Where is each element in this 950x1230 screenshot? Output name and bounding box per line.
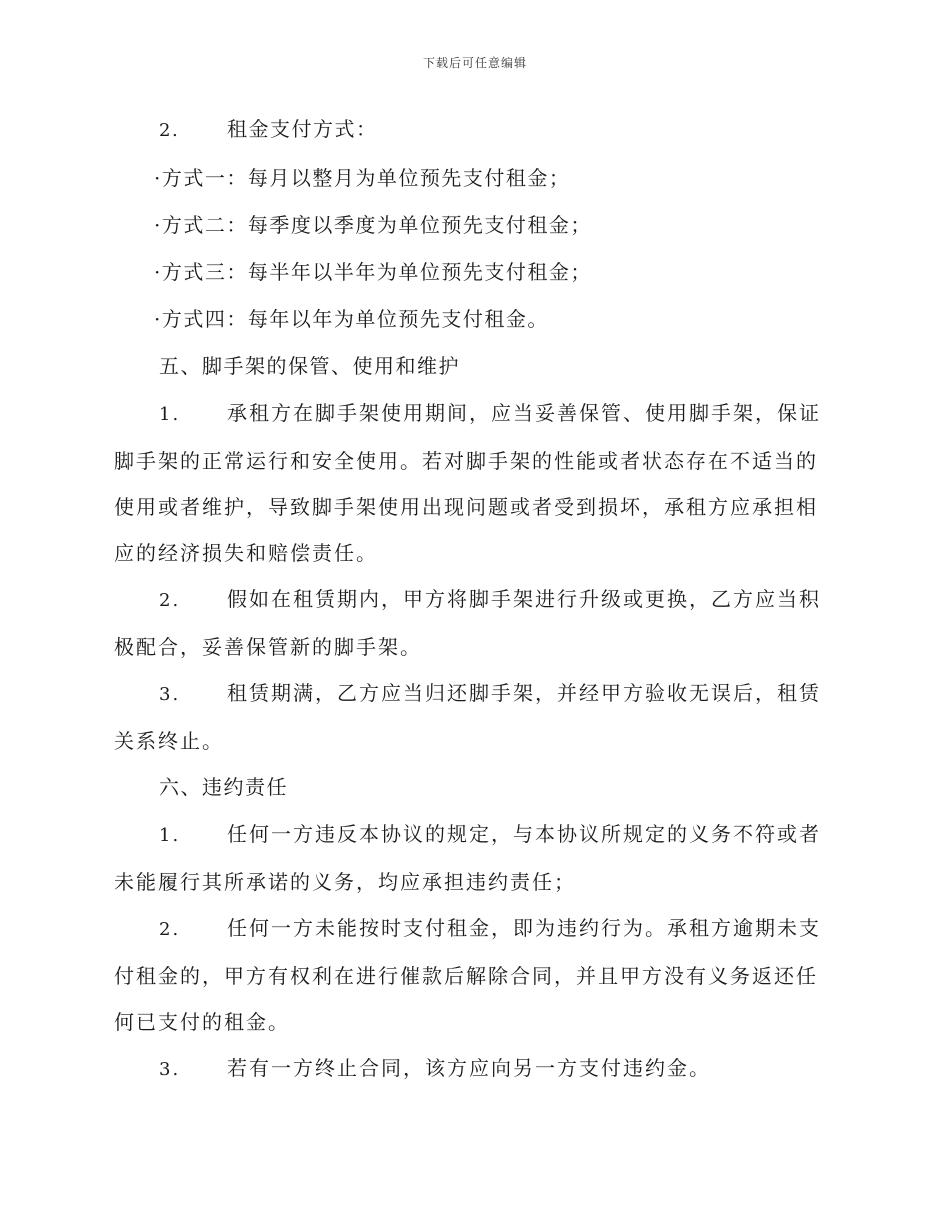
item-number: 3. <box>159 1059 181 1080</box>
item-number: 2. <box>159 590 181 611</box>
item-text: 任何一方未能按时支付租金，即为违约行为。承租方逾期未支付租金的，甲方有权利在进行催款后解除合同，并且甲方没有义务返还任何已支付的租金。 <box>114 916 821 1034</box>
item-number: 2. <box>159 120 180 141</box>
section-heading-maintenance: 五、脚手架的保管、使用和维护 <box>159 354 460 378</box>
item-number: 1. <box>159 825 181 846</box>
item-text: 若有一方终止合同，该方应向另一方支付违约金。 <box>227 1056 711 1080</box>
page-header-note: 下载后可任意编辑 <box>422 56 527 70</box>
item-number: 1. <box>159 404 181 425</box>
payment-option-1: ·方式一：每月以整月为单位预先支付租金； <box>154 166 571 190</box>
payment-method-title <box>114 106 834 154</box>
item-text: 假如在租赁期内，甲方将脚手架进行升级或更换，乙方应当积极配合，妥善保管新的脚手架。 <box>114 587 821 659</box>
maintenance-clause-2 <box>114 576 834 670</box>
liability-clause-1 <box>114 811 834 905</box>
item-text: 任何一方违反本协议的规定，与本协议所规定的义务不符或者未能履行其所承诺的义务，均应承担违约责任； <box>114 822 821 894</box>
item-number: 2. <box>159 919 181 940</box>
document-body <box>114 106 834 1093</box>
maintenance-clause-3 <box>114 670 834 764</box>
section-heading-liability: 六、违约责任 <box>159 775 288 799</box>
liability-clause-2 <box>114 905 834 1045</box>
item-number: 3. <box>159 684 181 705</box>
maintenance-clause-1 <box>114 390 834 576</box>
payment-option-2: ·方式二：每季度以季度为单位预先支付租金； <box>154 213 592 237</box>
payment-option-3: ·方式三：每半年以半年为单位预先支付租金； <box>154 260 592 284</box>
liability-clause-3 <box>114 1045 834 1093</box>
item-text: 租赁期满，乙方应当归还脚手架，并经甲方验收无误后，租赁关系终止。 <box>114 681 821 753</box>
payment-option-4: ·方式四：每年以年为单位预先支付租金。 <box>154 307 549 331</box>
item-text: 租金支付方式： <box>227 117 378 141</box>
item-text: 承租方在脚手架使用期间，应当妥善保管、使用脚手架，保证脚手架的正常运行和安全使用。若对脚手架的性能或者状态存在不适当的使用或者维护，导致脚手架使用出现问题或者受到损坏，承租方应承担相应的经济损失和赔偿责任。 <box>114 401 821 565</box>
